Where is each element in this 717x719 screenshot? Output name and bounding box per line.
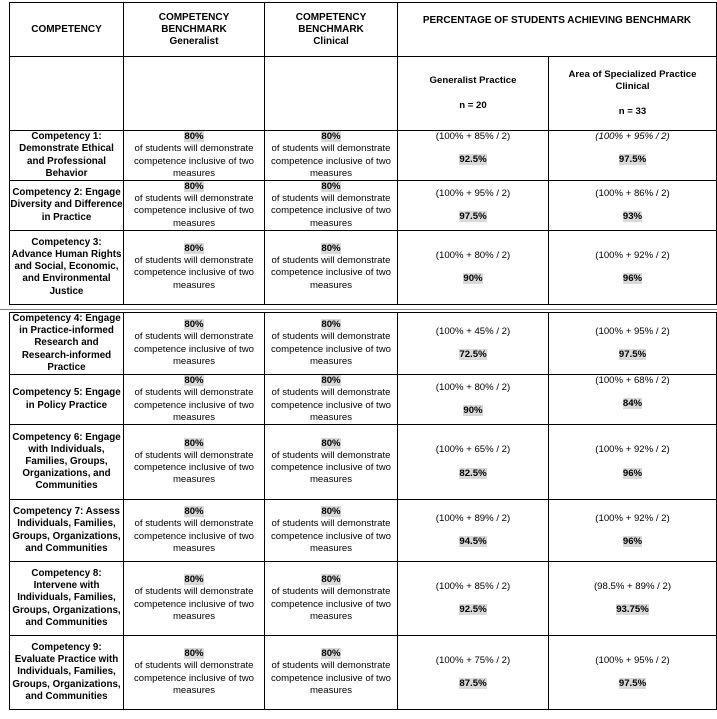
header-empty-3 [265, 57, 398, 131]
header-benchmark-generalist-line3: Generalist [169, 35, 219, 47]
clinical-result-cell [549, 500, 717, 562]
header-competency: COMPETENCY [10, 3, 124, 57]
benchmark-text: of students will demonstrate competence inclusive of two measures [134, 331, 254, 367]
clinical-result-cell [549, 425, 717, 500]
calc-text: (98.5% + 89% / 2) [593, 580, 672, 592]
benchmark-generalist-cell [124, 500, 265, 562]
generalist-result-cell [398, 500, 549, 562]
table-row [10, 425, 717, 500]
benchmark-text: of students will demonstrate competence inclusive of two measures [134, 660, 254, 696]
benchmark-pct: 80% [184, 574, 204, 586]
header-percentage: PERCENTAGE OF STUDENTS ACHIEVING BENCHMARK [398, 3, 717, 57]
result-value: 94.5% [459, 536, 487, 548]
clinical-result-cell [549, 131, 717, 181]
header-benchmark-clinical-line3: Clinical [313, 35, 349, 47]
benchmark-pct: 80% [321, 648, 341, 660]
specialized-n: n = 33 [618, 105, 647, 117]
table-row [10, 562, 717, 636]
competency-cell: Competency 1: Demonstrate Ethical and Professional Behavior [10, 131, 124, 181]
benchmark-clinical-cell [265, 230, 398, 304]
result-value: 92.5% [459, 604, 487, 616]
calc-text: (100% + 80% / 2) [435, 381, 511, 393]
competency-cell: Competency 8: Intervene with Individuals, Families, Groups, Organizations, and Communities [10, 562, 124, 636]
benchmark-table-top [9, 2, 717, 305]
benchmark-text: of students will demonstrate competence inclusive of two measures [134, 518, 254, 554]
benchmark-pct: 80% [184, 375, 204, 387]
benchmark-pct: 80% [184, 319, 204, 331]
clinical-result-cell [549, 562, 717, 636]
benchmark-clinical-cell [265, 181, 398, 231]
generalist-result-cell [398, 181, 549, 231]
header-benchmark-clinical-line2: BENCHMARK [298, 23, 364, 35]
calc-text: (100% + 95% / 2) [435, 187, 511, 199]
benchmark-pct: 80% [321, 375, 341, 387]
competency-cell: Competency 9: Evaluate Practice with Individuals, Families, Groups, Organizations, and Communities [10, 636, 124, 710]
clinical-result-cell [549, 636, 717, 710]
table-row [10, 636, 717, 710]
benchmark-pct: 80% [321, 574, 341, 586]
benchmark-text: of students will demonstrate competence inclusive of two measures [134, 586, 254, 622]
benchmark-pct: 80% [184, 181, 204, 192]
calc-text: (100% + 65% / 2) [435, 444, 511, 456]
calc-text: (100% + 85% / 2) [435, 131, 511, 142]
header-benchmark-clinical-line1: COMPETENCY [295, 11, 367, 23]
result-value: 96% [622, 467, 643, 479]
benchmark-pct: 80% [321, 181, 341, 192]
calc-text: (100% + 68% / 2) [595, 375, 670, 387]
benchmark-pct: 80% [184, 242, 204, 254]
calc-text: (100% + 95% / 2) [595, 131, 670, 142]
benchmark-text: of students will demonstrate competence inclusive of two measures [271, 143, 391, 179]
benchmark-text: of students will demonstrate competence inclusive of two measures [134, 193, 254, 229]
specialized-label-line2: Clinical [615, 81, 650, 93]
header-benchmark-generalist [124, 3, 265, 57]
benchmark-pct: 80% [184, 131, 204, 143]
table-row [10, 181, 717, 231]
benchmark-pct: 80% [184, 437, 204, 449]
table-row [10, 230, 717, 304]
calc-text: (100% + 85% / 2) [435, 580, 511, 592]
result-value: 93.75% [616, 604, 649, 616]
generalist-result-cell [398, 375, 549, 425]
result-value: 96% [622, 536, 643, 548]
benchmark-clinical-cell [265, 375, 398, 425]
header-specialized-practice [549, 57, 717, 131]
clinical-result-cell [549, 230, 717, 304]
benchmark-generalist-cell [124, 230, 265, 304]
benchmark-clinical-cell [265, 425, 398, 500]
competency-cell: Competency 3: Advance Human Rights and Social, Economic, and Environmental Justice [10, 230, 124, 304]
benchmark-pct: 80% [184, 648, 204, 660]
benchmark-generalist-cell [124, 425, 265, 500]
competency-cell: Competency 7: Assess Individuals, Families, Groups, Organizations, and Communities [10, 500, 124, 562]
generalist-result-cell [398, 425, 549, 500]
result-value: 84% [622, 398, 643, 410]
benchmark-generalist-cell [124, 181, 265, 231]
benchmark-pct: 80% [321, 131, 341, 143]
specialized-label-line1: Area of Specialized Practice [568, 69, 697, 81]
generalist-result-cell [398, 562, 549, 636]
calc-text: (100% + 45% / 2) [435, 325, 511, 337]
benchmark-text: of students will demonstrate competence inclusive of two measures [271, 331, 391, 367]
generalist-result-cell [398, 313, 549, 375]
result-value: 82.5% [459, 467, 487, 479]
clinical-result-cell [549, 313, 717, 375]
result-value: 97.5% [459, 210, 487, 222]
benchmark-text: of students will demonstrate competence inclusive of two measures [134, 255, 254, 291]
result-value: 97.5% [618, 154, 647, 166]
calc-text: (100% + 86% / 2) [595, 187, 670, 199]
generalist-result-cell [398, 131, 549, 181]
result-value: 90% [463, 405, 483, 417]
clinical-result-cell [549, 181, 717, 231]
result-value: 96% [622, 272, 643, 284]
table-row [10, 375, 717, 425]
benchmark-pct: 80% [321, 437, 341, 449]
benchmark-pct: 80% [321, 319, 341, 331]
benchmark-text: of students will demonstrate competence inclusive of two measures [134, 387, 254, 423]
result-value: 92.5% [459, 154, 487, 166]
benchmark-pct: 80% [321, 506, 341, 518]
benchmark-generalist-cell [124, 636, 265, 710]
header-empty-2 [124, 57, 265, 131]
result-value: 72.5% [459, 349, 487, 360]
benchmark-pct: 80% [321, 242, 341, 254]
header-generalist-practice [398, 57, 549, 131]
header-benchmark-generalist-line2: BENCHMARK [161, 23, 227, 35]
benchmark-text: of students will demonstrate competence inclusive of two measures [271, 255, 391, 291]
header-empty-1 [10, 57, 124, 131]
benchmark-clinical-cell [265, 313, 398, 375]
calc-text: (100% + 92% / 2) [595, 444, 670, 456]
generalist-result-cell [398, 230, 549, 304]
benchmark-table-bottom [9, 312, 717, 710]
generalist-practice-label: Generalist Practice [429, 75, 517, 87]
calc-text: (100% + 95% / 2) [595, 654, 670, 666]
header-benchmark-generalist-line1: COMPETENCY [158, 11, 230, 23]
result-value: 93% [622, 210, 643, 222]
benchmark-pct: 80% [184, 506, 204, 518]
page-separator [0, 309, 717, 310]
result-value: 87.5% [459, 678, 487, 690]
result-value: 97.5% [618, 678, 647, 690]
benchmark-clinical-cell [265, 500, 398, 562]
calc-text: (100% + 92% / 2) [595, 249, 670, 261]
benchmark-text: of students will demonstrate competence inclusive of two measures [134, 449, 254, 486]
generalist-result-cell [398, 636, 549, 710]
result-value: 97.5% [618, 349, 647, 360]
result-value: 90% [463, 272, 483, 284]
header-benchmark-clinical [265, 3, 398, 57]
benchmark-generalist-cell [124, 313, 265, 375]
table-row [10, 131, 717, 181]
benchmark-text: of students will demonstrate competence inclusive of two measures [271, 449, 391, 486]
competency-cell: Competency 2: Engage Diversity and Difference in Practice [10, 181, 124, 231]
benchmark-clinical-cell [265, 562, 398, 636]
benchmark-clinical-cell [265, 636, 398, 710]
table-row [10, 500, 717, 562]
calc-text: (100% + 89% / 2) [435, 512, 511, 524]
benchmark-generalist-cell [124, 131, 265, 181]
benchmark-text: of students will demonstrate competence inclusive of two measures [271, 518, 391, 554]
benchmark-text: of students will demonstrate competence inclusive of two measures [271, 193, 391, 229]
calc-text: (100% + 95% / 2) [595, 325, 670, 337]
competency-cell: Competency 6: Engage with Individuals, Families, Groups, Organizations, and Communities [10, 425, 124, 500]
clinical-result-cell [549, 375, 717, 425]
benchmark-generalist-cell [124, 375, 265, 425]
calc-text: (100% + 80% / 2) [435, 249, 511, 261]
benchmark-text: of students will demonstrate competence inclusive of two measures [271, 387, 391, 423]
benchmark-text: of students will demonstrate competence inclusive of two measures [271, 586, 391, 622]
benchmark-text: of students will demonstrate competence inclusive of two measures [271, 660, 391, 696]
calc-text: (100% + 75% / 2) [435, 654, 511, 666]
benchmark-generalist-cell [124, 562, 265, 636]
table-row [10, 313, 717, 375]
calc-text: (100% + 92% / 2) [595, 512, 670, 524]
competency-cell: Competency 5: Engage in Policy Practice [10, 375, 124, 425]
benchmark-text: of students will demonstrate competence inclusive of two measures [134, 143, 254, 179]
competency-cell: Competency 4: Engage in Practice-informed Research and Research-informed Practice [10, 313, 124, 375]
generalist-n: n = 20 [459, 99, 487, 111]
benchmark-clinical-cell [265, 131, 398, 181]
